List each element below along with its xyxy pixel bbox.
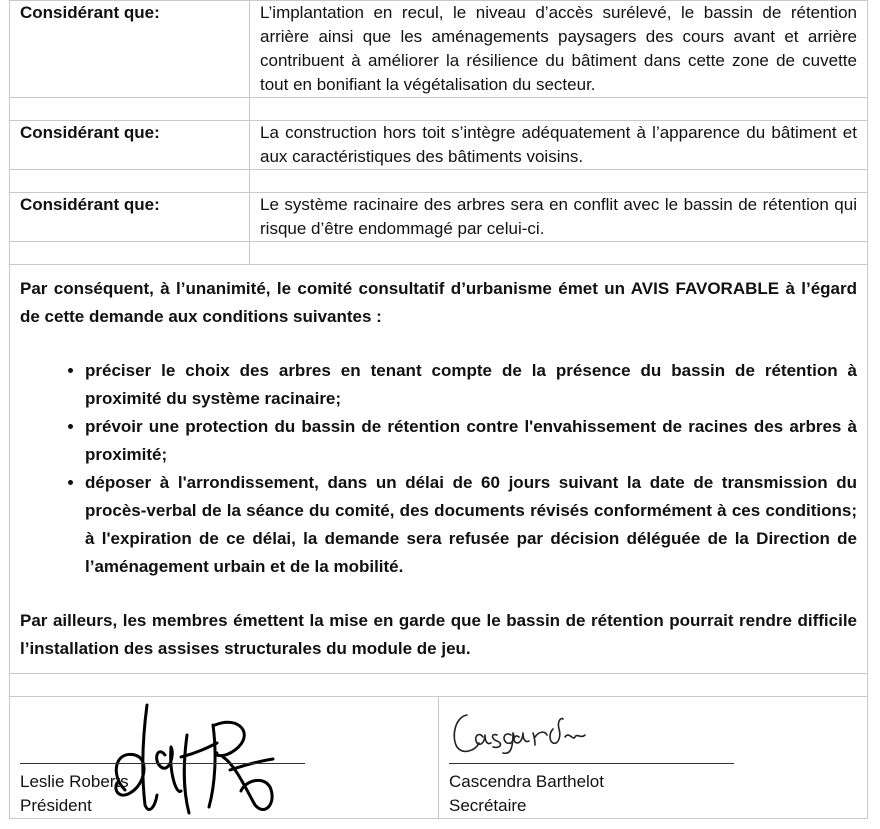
considerant-text: Le système racinaire des arbres sera en conflit avec le bassin de rétention qui risque d’être endommagé par celui-ci. [250,193,868,242]
considerant-label: Considérant que: [10,1,250,98]
signatory-name: Leslie Roberts [20,772,129,791]
considerant-label: Considérant que: [10,193,250,242]
signatory-name: Cascendra Barthelot [449,772,604,791]
condition-item: • déposer à l'arrondissement, dans un délai de 60 jours suivant la date de transmission du procès-verbal de la séance du comité, des documents révisés conformément à ces conditions; à l'expiration de ce délai, la demande sera refusée par décision déléguée de la Direction de l’aménagement urbain et de la mobilité. [85,469,857,581]
signature-cell-president [10,697,438,818]
considerants-table [9,0,868,265]
signature-cell-secretary [438,697,867,818]
signature-row [9,697,868,819]
decision-intro: Par conséquent, à l’unanimité, le comité consultatif d’urbanisme émet un AVIS FAVORABLE à l’égard de cette demande aux conditions suivantes : [20,279,857,326]
condition-item: • prévoir une protection du bassin de rétention contre l'envahissement de racines des arbres à proximité; [85,413,857,469]
considerant-text: La construction hors toit s’intègre adéquatement à l’apparence du bâtiment et aux caractéristiques des bâtiments voisins. [250,121,868,170]
decision-block [9,265,868,674]
considerant-label: Considérant que: [10,121,250,170]
handwritten-signature-icon [105,695,280,820]
considerant-row [10,193,868,242]
signatory-role: Président [20,796,92,815]
decision-note: Par ailleurs, les membres émettent la mise en garde que le bassin de rétention pourrait rendre difficile l’installation des assises structurales du module de jeu. [20,611,857,658]
signature-line [449,763,734,764]
considerant-text: L’implantation en recul, le niveau d’accès surélevé, le bassin de rétention arrière ainsi que les aménagements paysagers des cours avant et arrière contribuent à améliorer la résilience du bâtiment dans cette zone de cuvette tout en bonifiant la végétalisation du secteur. [250,1,868,98]
spacer-row [10,170,868,193]
spacer-row [10,242,868,265]
signature-line [20,763,305,764]
handwritten-signature-icon [449,707,589,757]
spacer-row [9,674,868,697]
signatory-role: Secrétaire [449,796,527,815]
document [9,0,868,819]
condition-item: • préciser le choix des arbres en tenant compte de la présence du bassin de rétention à proximité du système racinaire; [85,357,857,413]
considerant-row [10,121,868,170]
spacer-row [10,98,868,121]
considerant-row [10,1,868,98]
conditions-list [20,357,857,581]
